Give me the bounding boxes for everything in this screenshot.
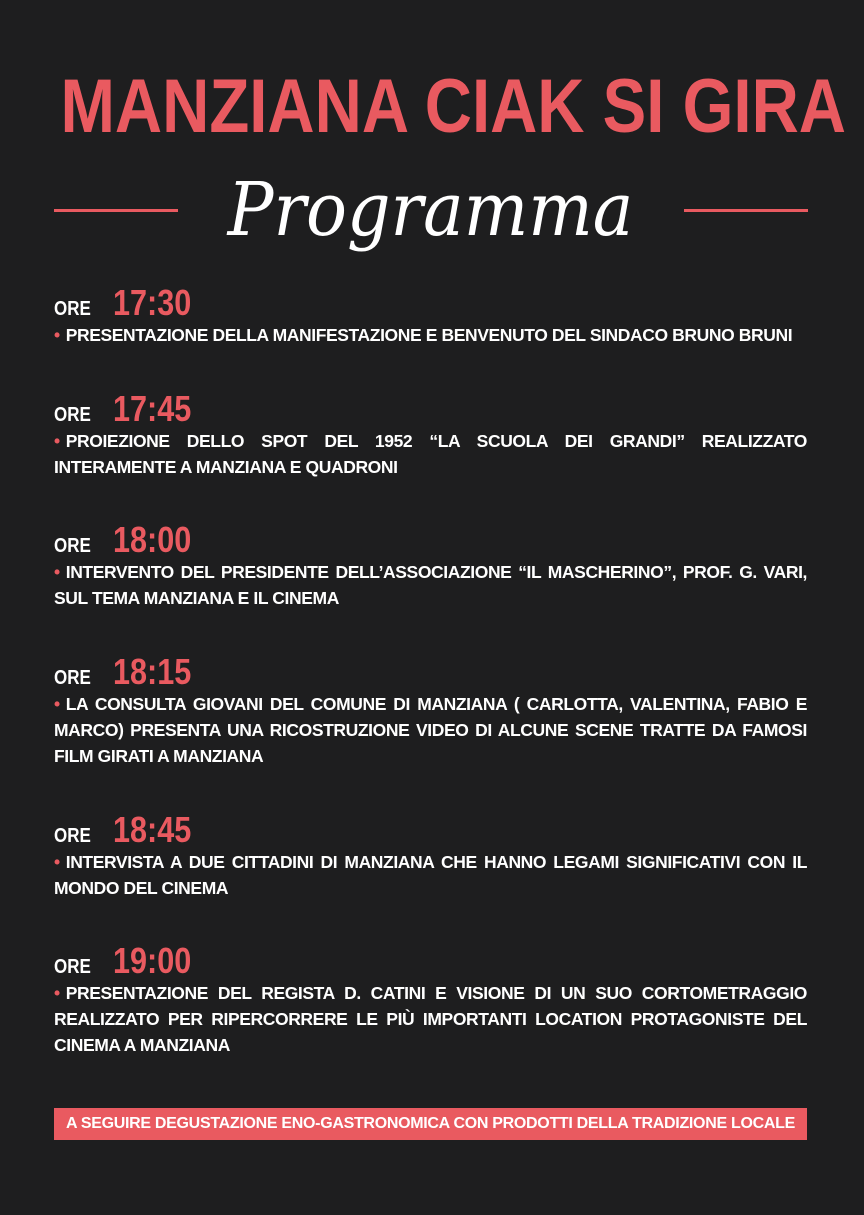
bullet-icon: • — [54, 325, 60, 345]
subtitle-row — [54, 160, 808, 260]
bullet-icon: • — [54, 852, 60, 872]
event-time: 18:45 — [113, 809, 192, 850]
subtitle: Programma — [228, 167, 634, 253]
event-time: 19:00 — [113, 940, 192, 981]
schedule-item — [54, 282, 807, 348]
ore-label: ORE — [54, 956, 91, 978]
right-divider — [684, 209, 808, 212]
event-time: 18:00 — [113, 519, 192, 560]
bullet-icon: • — [54, 983, 60, 1003]
footer-banner: A SEGUIRE DEGUSTAZIONE ENO-GASTRONOMICA CON PRODOTTI DELLA TRADIZIONE LOCALE — [54, 1108, 807, 1140]
ore-label: ORE — [54, 667, 91, 689]
schedule-item — [54, 809, 807, 901]
bullet-icon: • — [54, 694, 60, 714]
event-time: 17:45 — [113, 388, 192, 429]
ore-label: ORE — [54, 404, 91, 426]
bullet-icon: • — [54, 431, 60, 451]
event-description: INTERVENTO DEL PRESIDENTE DELL’ASSOCIAZIONE “IL MASCHERINO”, PROF. G. VARI, SUL TEMA MANZIANA E IL CINEMA — [54, 562, 807, 608]
event-description: INTERVISTA A DUE CITTADINI DI MANZIANA CHE HANNO LEGAMI SIGNIFICATIVI CON IL MONDO DEL CINEMA — [54, 852, 807, 898]
left-divider — [54, 209, 178, 212]
event-description: PRESENTAZIONE DEL REGISTA D. CATINI E VISIONE DI UN SUO CORTOMETRAGGIO REALIZZATO PER RIPERCORRERE LE PIÙ IMPORTANTI LOCATION PROTAGONISTE DEL CINEMA A MANZIANA — [54, 983, 807, 1055]
bullet-icon: • — [54, 562, 60, 582]
poster-title: MANZIANA CIAK SI GIRA — [60, 64, 846, 149]
ore-label: ORE — [54, 535, 91, 557]
event-description: LA CONSULTA GIOVANI DEL COMUNE DI MANZIANA ( CARLOTTA, VALENTINA, FABIO E MARCO) PRESENTA UNA RICOSTRUZIONE VIDEO DI ALCUNE SCENE TRATTE DA FAMOSI FILM GIRATI A MANZIANA — [54, 694, 807, 766]
event-time: 18:15 — [113, 651, 192, 692]
schedule-item — [54, 940, 807, 1058]
event-description: PRESENTAZIONE DELLA MANIFESTAZIONE E BENVENUTO DEL SINDACO BRUNO BRUNI — [65, 325, 793, 345]
ore-label: ORE — [54, 298, 91, 320]
event-time: 17:30 — [113, 282, 192, 323]
schedule-item — [54, 651, 807, 769]
schedule-item — [54, 388, 807, 480]
schedule-item — [54, 519, 807, 611]
ore-label: ORE — [54, 825, 91, 847]
event-description: PROIEZIONE DELLO SPOT DEL 1952 “LA SCUOLA DEI GRANDI” REALIZZATO INTERAMENTE A MANZIANA E QUADRONI — [54, 431, 807, 477]
